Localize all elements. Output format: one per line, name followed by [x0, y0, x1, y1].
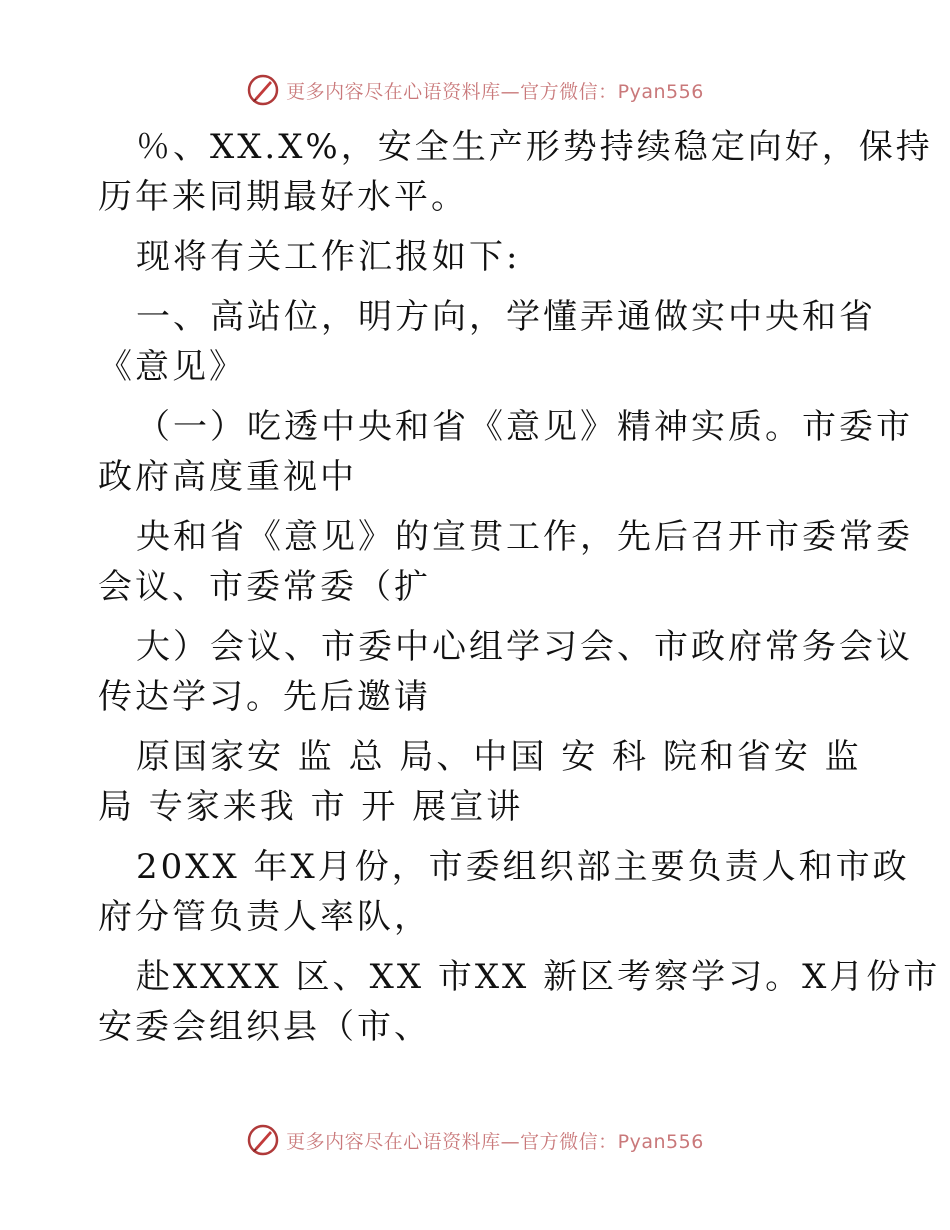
quill-pen-logo-icon	[246, 73, 280, 107]
header-banner	[0, 70, 950, 110]
text-line: 传达学习。先后邀请	[98, 677, 431, 717]
text-line: （一）吃透中央和省《意见》精神实质。市委市	[136, 407, 913, 447]
quill-pen-logo-icon	[246, 1123, 280, 1157]
text-line: 原国家安 监 总 局、中国 安 科 院和省安 监	[136, 737, 862, 777]
text-line: 会议、市委常委（扩	[98, 567, 431, 607]
paragraph	[98, 732, 862, 832]
text-line: 20XX 年X月份，市委组织部主要负责人和市政	[136, 847, 910, 887]
paragraph	[98, 952, 941, 1052]
document-body	[98, 122, 941, 1062]
paragraph	[98, 232, 858, 282]
footer-banner	[0, 1120, 950, 1160]
text-line: 历年来同期最好水平。	[98, 177, 468, 217]
text-line: 央和省《意见》的宣贯工作，先后召开市委常委	[136, 517, 913, 557]
text-line: 一、高站位，明方向，学懂弄通做实中央和省	[136, 297, 876, 337]
text-line: 安委会组织县（市、	[98, 1007, 431, 1047]
section-heading	[98, 292, 876, 392]
banner-text: 更多内容尽在心语资料库—官方微信：Pyan556	[286, 80, 704, 103]
paragraph	[98, 402, 913, 502]
text-line: 府分管负责人率队，	[98, 897, 431, 937]
text-line: 局 专家来我 市 开 展宣讲	[98, 787, 524, 827]
paragraph	[98, 512, 913, 612]
text-line: 大）会议、市委中心组学习会、市政府常务会议	[136, 627, 913, 667]
text-line: 政府高度重视中	[98, 457, 357, 497]
paragraph	[98, 622, 913, 722]
paragraph	[98, 122, 933, 222]
text-line: ％、XX.X%，安全生产形势持续稳定向好，保持	[136, 127, 933, 167]
text-line: 现将有关工作汇报如下:	[136, 237, 521, 277]
text-line: 赴XXXX 区、XX 市XX 新区考察学习。X月份市	[136, 957, 941, 997]
paragraph	[98, 842, 910, 942]
banner-text: 更多内容尽在心语资料库—官方微信：Pyan556	[286, 1130, 704, 1153]
text-line: 《意见》	[98, 347, 246, 387]
